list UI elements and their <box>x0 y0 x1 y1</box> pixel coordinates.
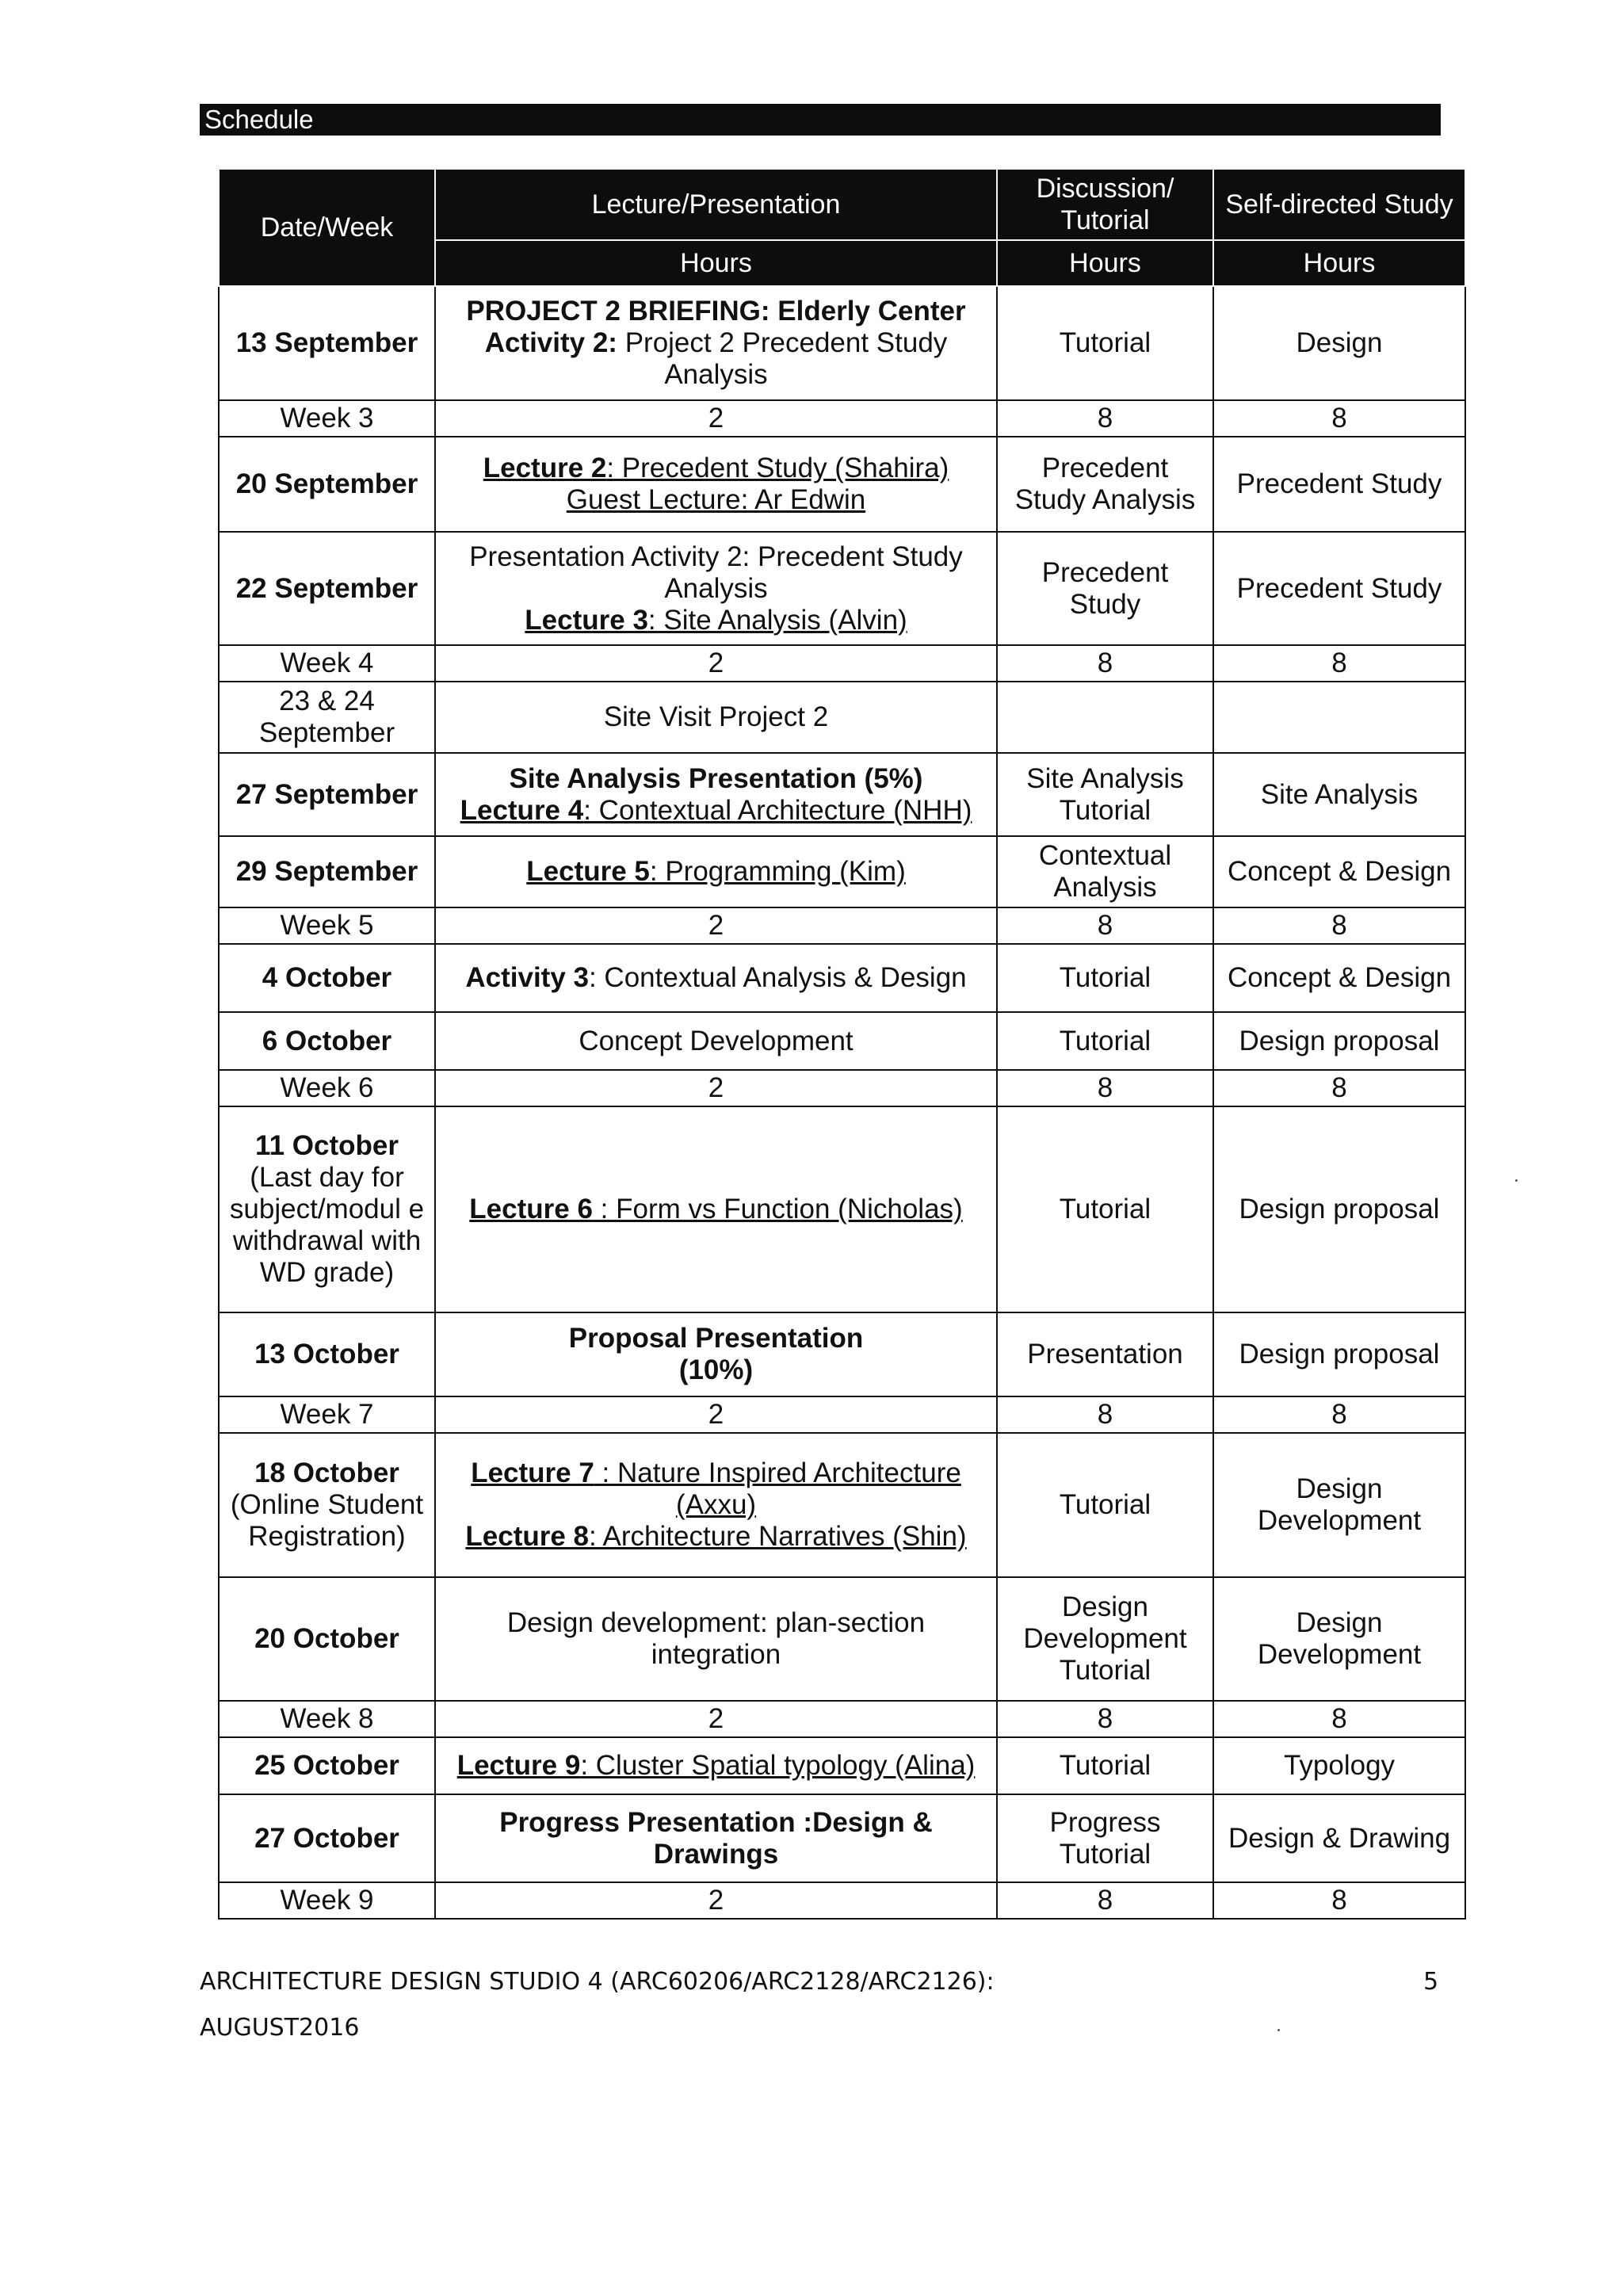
lecture-text: (Axxu) <box>675 1489 757 1520</box>
lecture-cell <box>435 1577 997 1701</box>
lecture-cell <box>435 682 997 753</box>
lecture-line <box>442 962 990 994</box>
lecture-line <box>442 541 990 573</box>
lecture-text: : Form vs Function (Nicholas) <box>592 1194 963 1224</box>
study-cell: Design & Drawing <box>1213 1794 1465 1882</box>
lecture-cell <box>435 1312 997 1396</box>
week-label: Week 7 <box>219 1396 435 1433</box>
date-label: 23 & 24 September <box>258 686 395 748</box>
study-cell: Concept & Design <box>1213 944 1465 1012</box>
schedule-row <box>219 1312 1465 1396</box>
lecture-line <box>442 1839 990 1870</box>
study-cell: Site Analysis <box>1213 753 1465 836</box>
lecture-text: Lecture 5 <box>526 856 650 887</box>
lecture-text: Analysis <box>664 359 768 390</box>
lecture-line <box>442 1750 990 1782</box>
lecture-line <box>442 1639 990 1671</box>
date-label: 13 September <box>235 327 418 358</box>
header-date-week: Date/Week <box>219 169 435 286</box>
schedule-row <box>219 944 1465 1012</box>
lecture-text: Project 2 Precedent Study <box>617 327 948 358</box>
lecture-hours: 2 <box>435 645 997 682</box>
date-note: (Online Student Registration) <box>230 1489 424 1552</box>
tutorial-cell: Tutorial <box>997 1106 1213 1312</box>
lecture-text: Analysis <box>664 572 768 604</box>
tutorial-hours: 8 <box>997 400 1213 437</box>
lecture-hours: 2 <box>435 907 997 944</box>
lecture-text: Activity 3 <box>465 962 589 993</box>
lecture-cell <box>435 1737 997 1794</box>
lecture-hours: 2 <box>435 400 997 437</box>
lecture-line <box>442 1354 990 1386</box>
lecture-text: Lecture 7 <box>471 1457 594 1488</box>
page-number: 5 <box>1423 1968 1439 1996</box>
study-cell: Design Development <box>1213 1577 1465 1701</box>
lecture-line <box>442 763 990 795</box>
date-label: 27 September <box>235 778 418 810</box>
date-cell <box>219 1106 435 1312</box>
lecture-text: : Precedent Study (Shahira) <box>606 453 949 483</box>
date-label: 27 October <box>254 1822 399 1854</box>
week-row <box>219 645 1465 682</box>
tutorial-hours: 8 <box>997 1396 1213 1433</box>
study-cell: Design proposal <box>1213 1312 1465 1396</box>
lecture-hours: 2 <box>435 1070 997 1106</box>
date-cell <box>219 1312 435 1396</box>
lecture-line <box>442 484 990 516</box>
lecture-text: : Cluster Spatial typology (Alina) <box>580 1750 976 1781</box>
tutorial-cell: Tutorial <box>997 286 1213 400</box>
header-hours-discussion: Hours <box>997 240 1213 286</box>
header-self-directed: Self-directed Study <box>1213 169 1465 240</box>
study-cell: Design proposal <box>1213 1012 1465 1070</box>
section-title: Schedule <box>204 105 314 134</box>
date-label: 20 September <box>235 468 418 499</box>
lecture-cell <box>435 836 997 907</box>
lecture-cell <box>435 1433 997 1577</box>
lecture-line <box>442 573 990 605</box>
lecture-line <box>442 1457 990 1489</box>
lecture-line <box>442 327 990 359</box>
lecture-cell <box>435 944 997 1012</box>
tutorial-cell: Contextual Analysis <box>997 836 1213 907</box>
week-label: Week 4 <box>219 645 435 682</box>
date-label: 4 October <box>262 962 392 993</box>
study-hours: 8 <box>1213 1070 1465 1106</box>
study-cell: Precedent Study <box>1213 532 1465 645</box>
header-lecture: Lecture/Presentation <box>435 169 997 240</box>
lecture-cell <box>435 437 997 532</box>
lecture-cell <box>435 1106 997 1312</box>
schedule-row <box>219 437 1465 532</box>
footer <box>200 1959 995 2051</box>
week-label: Week 9 <box>219 1882 435 1919</box>
lecture-line <box>442 453 990 484</box>
lecture-line <box>442 296 990 327</box>
date-cell <box>219 1737 435 1794</box>
scan-speck <box>1277 2029 1280 2031</box>
lecture-text: (10%) <box>678 1354 754 1385</box>
lecture-hours: 2 <box>435 1882 997 1919</box>
lecture-line <box>442 1026 990 1057</box>
date-cell <box>219 836 435 907</box>
section-title-bar <box>200 104 1441 136</box>
date-cell <box>219 286 435 400</box>
lecture-line <box>442 1489 990 1521</box>
lecture-text: Lecture 2 <box>483 453 607 483</box>
date-cell <box>219 682 435 753</box>
week-row <box>219 1396 1465 1433</box>
week-label: Week 8 <box>219 1701 435 1737</box>
study-hours: 8 <box>1213 645 1465 682</box>
tutorial-cell: Tutorial <box>997 1737 1213 1794</box>
lecture-line <box>442 795 990 827</box>
lecture-text: Design development: plan-section <box>506 1607 926 1638</box>
date-label: 6 October <box>262 1025 392 1056</box>
date-cell <box>219 532 435 645</box>
week-row <box>219 1882 1465 1919</box>
lecture-text: : Contextual Architecture (NHH) <box>583 794 972 826</box>
week-label: Week 3 <box>219 400 435 437</box>
schedule-row <box>219 1106 1465 1312</box>
lecture-line <box>442 856 990 888</box>
header-discussion: Discussion/ Tutorial <box>997 169 1213 240</box>
lecture-line <box>442 1807 990 1839</box>
week-row <box>219 1701 1465 1737</box>
date-cell <box>219 1012 435 1070</box>
tutorial-hours: 8 <box>997 1701 1213 1737</box>
schedule-row <box>219 286 1465 400</box>
header-hours-lecture: Hours <box>435 240 997 286</box>
lecture-text: : Site Analysis (Alvin) <box>647 604 907 636</box>
tutorial-cell: Tutorial <box>997 944 1213 1012</box>
lecture-text: Progress Presentation :Design & <box>499 1806 933 1838</box>
study-cell: Design Development <box>1213 1433 1465 1577</box>
date-cell <box>219 1794 435 1882</box>
tutorial-hours: 8 <box>997 1070 1213 1106</box>
scan-speck <box>1515 1179 1518 1182</box>
week-row <box>219 1070 1465 1106</box>
lecture-text: : Contextual Analysis & Design <box>588 962 967 993</box>
date-cell <box>219 437 435 532</box>
footer-term: AUGUST2016 <box>200 2014 360 2042</box>
study-cell: Typology <box>1213 1737 1465 1794</box>
study-cell: Concept & Design <box>1213 836 1465 907</box>
study-hours: 8 <box>1213 1701 1465 1737</box>
lecture-line <box>442 1194 990 1225</box>
study-cell: Design <box>1213 286 1465 400</box>
tutorial-cell <box>997 682 1213 753</box>
schedule-table <box>218 168 1466 1920</box>
lecture-text: Site Visit Project 2 <box>603 701 829 732</box>
study-cell: Design proposal <box>1213 1106 1465 1312</box>
date-label: 25 October <box>254 1750 399 1781</box>
lecture-text: : Architecture Narratives (Shin) <box>589 1521 967 1552</box>
date-label: 11 October <box>255 1130 399 1161</box>
lecture-line <box>442 1323 990 1354</box>
lecture-cell <box>435 286 997 400</box>
schedule-row <box>219 1794 1465 1882</box>
lecture-hours: 2 <box>435 1701 997 1737</box>
lecture-text: Guest Lecture: Ar Edwin <box>566 484 866 515</box>
week-label: Week 6 <box>219 1070 435 1106</box>
date-label: 20 October <box>254 1623 399 1654</box>
schedule-row <box>219 753 1465 836</box>
lecture-text: integration <box>651 1639 781 1670</box>
lecture-cell <box>435 753 997 836</box>
tutorial-cell: Tutorial <box>997 1433 1213 1577</box>
lecture-line <box>442 1521 990 1553</box>
lecture-text: Lecture 6 <box>469 1194 593 1224</box>
tutorial-cell: Presentation <box>997 1312 1213 1396</box>
date-cell <box>219 944 435 1012</box>
date-label: 18 October <box>254 1457 399 1488</box>
tutorial-cell: Site Analysis Tutorial <box>997 753 1213 836</box>
study-hours: 8 <box>1213 1396 1465 1433</box>
study-hours: 8 <box>1213 907 1465 944</box>
tutorial-hours: 8 <box>997 645 1213 682</box>
lecture-cell <box>435 1012 997 1070</box>
lecture-text: : Nature Inspired Architecture <box>594 1457 961 1488</box>
date-note: (Last day for subject/modul e withdrawal with WD grade) <box>229 1162 425 1288</box>
lecture-line <box>442 605 990 636</box>
study-cell <box>1213 682 1465 753</box>
lecture-line <box>442 359 990 391</box>
lecture-text: Lecture 9 <box>456 1750 581 1781</box>
tutorial-cell: Progress Tutorial <box>997 1794 1213 1882</box>
schedule-row <box>219 1433 1465 1577</box>
tutorial-cell: Precedent Study Analysis <box>997 437 1213 532</box>
schedule-row <box>219 1737 1465 1794</box>
date-cell <box>219 1433 435 1577</box>
lecture-hours: 2 <box>435 1396 997 1433</box>
date-label: 29 September <box>235 856 418 887</box>
lecture-cell <box>435 1794 997 1882</box>
week-label: Week 5 <box>219 907 435 944</box>
lecture-text: : Programming (Kim) <box>649 856 906 887</box>
header-hours-study: Hours <box>1213 240 1465 286</box>
study-hours: 8 <box>1213 400 1465 437</box>
lecture-text: Activity 2: <box>484 327 617 358</box>
lecture-text: Concept Development <box>579 1025 854 1056</box>
lecture-line <box>442 701 990 733</box>
lecture-text: PROJECT 2 BRIEFING: Elderly Center <box>466 296 966 327</box>
footer-course: ARCHITECTURE DESIGN STUDIO 4 (ARC60206/ARC2128/ARC2126): <box>200 1968 995 1996</box>
schedule-row <box>219 532 1465 645</box>
lecture-text: Presentation Activity 2: Precedent Study <box>469 541 963 572</box>
lecture-text: Lecture 3 <box>525 604 648 636</box>
lecture-text: Proposal Presentation <box>568 1323 864 1354</box>
tutorial-cell: Design Development Tutorial <box>997 1577 1213 1701</box>
date-cell <box>219 1577 435 1701</box>
study-hours: 8 <box>1213 1882 1465 1919</box>
schedule-row <box>219 1012 1465 1070</box>
date-cell <box>219 753 435 836</box>
schedule-row <box>219 682 1465 753</box>
lecture-text: Lecture 8 <box>465 1521 590 1552</box>
schedule-header <box>219 169 1465 286</box>
lecture-cell <box>435 532 997 645</box>
week-row <box>219 400 1465 437</box>
tutorial-cell: Tutorial <box>997 1012 1213 1070</box>
tutorial-hours: 8 <box>997 907 1213 944</box>
date-label: 22 September <box>235 572 418 604</box>
schedule-body <box>219 286 1465 1919</box>
lecture-line <box>442 1607 990 1639</box>
lecture-text: Site Analysis Presentation (5%) <box>509 762 923 794</box>
lecture-text: Drawings <box>653 1838 779 1870</box>
schedule-row <box>219 1577 1465 1701</box>
week-row <box>219 907 1465 944</box>
study-cell: Precedent Study <box>1213 437 1465 532</box>
tutorial-hours: 8 <box>997 1882 1213 1919</box>
tutorial-cell: Precedent Study <box>997 532 1213 645</box>
schedule-row <box>219 836 1465 907</box>
date-label: 13 October <box>254 1339 399 1370</box>
lecture-text: Lecture 4 <box>460 794 584 826</box>
